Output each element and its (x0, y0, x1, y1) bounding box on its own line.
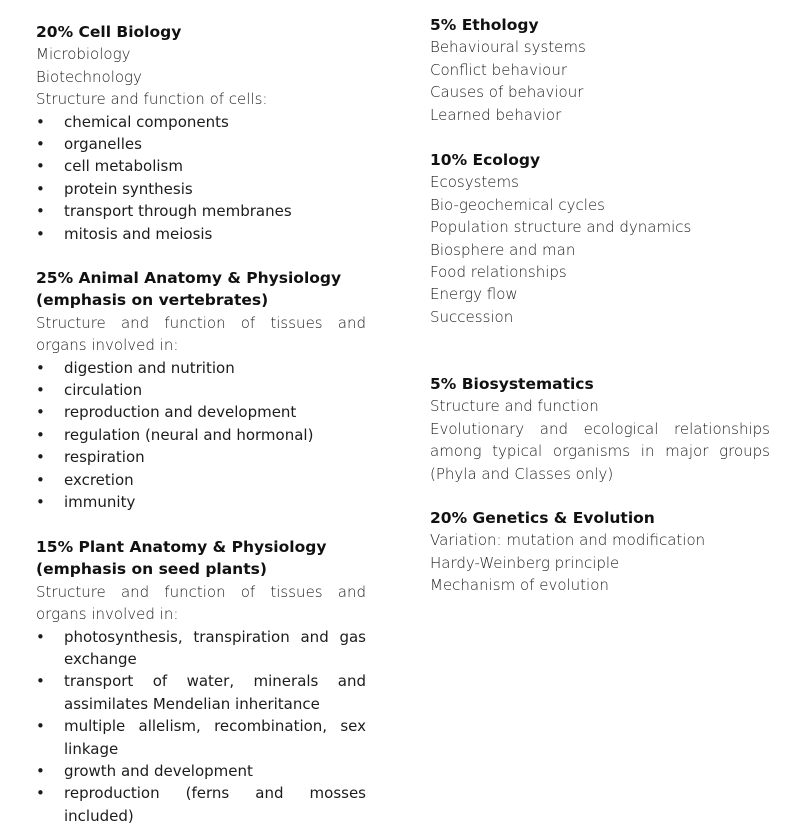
section-subheading: (emphasis on seed plants) (36, 560, 267, 579)
section-ethology (430, 14, 770, 126)
section-biosystematics (430, 373, 770, 485)
topic-line: Hardy-Weinberg principle (430, 553, 620, 572)
list-item: • photosynthesis, transpiration and gas exchange (36, 627, 366, 669)
bullet-icon: • (36, 224, 45, 243)
topic-line: Succession (430, 307, 514, 326)
section-heading: 20% Genetics & Evolution (430, 509, 655, 527)
topic-line: Bio-geochemical cycles (430, 195, 605, 214)
topic-line: Behavioural systems (430, 38, 586, 57)
intro-text: Structure and function of tissues and organs involved in: (36, 313, 366, 355)
bullet-list (36, 626, 366, 828)
bullet-icon: • (36, 403, 45, 422)
topic-line: Population structure and dynamics (430, 218, 692, 237)
topic-line: Causes of behaviour (430, 83, 584, 102)
section-genetics-evolution (430, 507, 770, 597)
bullet-icon: • (36, 448, 45, 467)
list-item: • transport through membranes (36, 200, 366, 222)
intro-text: Structure and function of tissues and organs involved in: (36, 582, 366, 624)
section-heading: 5% Ethology (430, 16, 539, 34)
list-item: • protein synthesis (36, 178, 366, 200)
list-item: • mitosis and meiosis (36, 223, 366, 245)
bullet-icon: • (36, 627, 45, 646)
list-item: • reproduction (ferns and mosses included) (36, 784, 366, 825)
topic-line: Biosphere and man (430, 240, 576, 259)
bullet-icon: • (36, 493, 45, 512)
topic-line: Structure and function (430, 397, 599, 416)
topic-line: Energy flow (430, 285, 518, 304)
section-plant-anatomy (36, 536, 366, 827)
bullet-icon: • (36, 381, 45, 400)
topic-line: Food relationships (430, 263, 567, 282)
bullet-list (36, 357, 366, 514)
bullet-icon: • (36, 762, 45, 781)
list-item: • transport of water, minerals and assimilates Mendelian inheritance (36, 672, 366, 713)
topic-line: Conflict behaviour (430, 60, 568, 79)
list-item: • excretion (36, 469, 366, 491)
section-subheading: (emphasis on vertebrates) (36, 291, 269, 310)
topic-line: Learned behavior (430, 105, 562, 124)
section-heading: 20% Cell Biology (36, 23, 182, 41)
list-item: • circulation (36, 379, 366, 401)
list-item: • growth and development (36, 760, 366, 782)
list-item: • immunity (36, 491, 366, 513)
section-heading: 15% Plant Anatomy & Physiology (36, 538, 327, 556)
bullet-icon: • (36, 672, 45, 691)
list-item: • respiration (36, 446, 366, 468)
section-cell-biology (36, 21, 366, 245)
topic-line: Structure and function of cells: (36, 90, 268, 109)
list-item: • cell metabolism (36, 155, 366, 177)
bullet-icon: • (36, 112, 45, 131)
bullet-icon: • (36, 135, 45, 154)
list-item: • organelles (36, 133, 366, 155)
topic-line: Variation: mutation and modification (430, 531, 706, 550)
bullet-icon: • (36, 784, 45, 803)
topic-line: Mechanism of evolution (430, 576, 609, 595)
section-ecology (430, 149, 770, 328)
section-heading: 25% Animal Anatomy & Physiology (36, 269, 342, 287)
bullet-icon: • (36, 470, 45, 489)
bullet-icon: • (36, 157, 45, 176)
bullet-icon: • (36, 425, 45, 444)
bullet-icon: • (36, 358, 45, 377)
topic-paragraph: Evolutionary and ecological relationships among typical organisms in major groups (Phyla and Classes only) (430, 419, 770, 483)
section-heading: 10% Ecology (430, 151, 541, 169)
topic-line: Ecosystems (430, 173, 519, 192)
bullet-icon: • (36, 202, 45, 221)
list-item: • digestion and nutrition (36, 357, 366, 379)
topic-line: Biotechnology (36, 67, 142, 86)
list-item: • reproduction and development (36, 401, 366, 423)
bullet-icon: • (36, 179, 45, 198)
topic-line: Microbiology (36, 45, 131, 64)
bullet-icon: • (36, 717, 45, 736)
section-animal-anatomy (36, 267, 366, 513)
bullet-list (36, 111, 366, 245)
list-item: • chemical components (36, 111, 366, 133)
list-item: • regulation (neural and hormonal) (36, 424, 366, 446)
section-heading: 5% Biosystematics (430, 375, 594, 393)
list-item: • multiple allelism, recombination, sex linkage (36, 717, 366, 758)
